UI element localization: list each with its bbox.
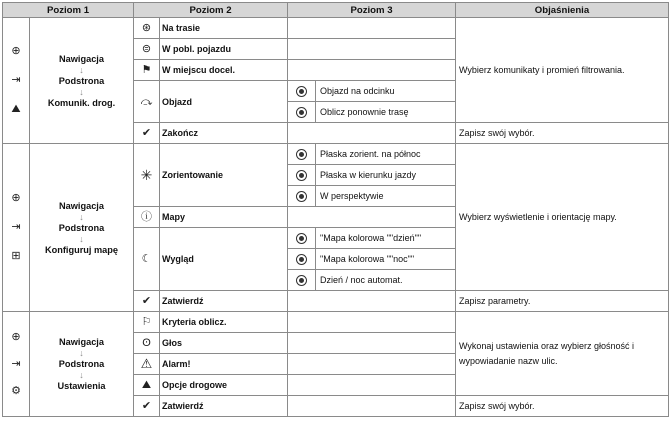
level2-label: Kryteria oblicz. — [160, 312, 288, 333]
flow-step: Nawigacja — [59, 200, 104, 211]
level1-flow — [30, 312, 134, 417]
checkmark-icon: ✔ — [141, 295, 152, 307]
checkmark-icon: ✔ — [141, 400, 152, 412]
settings-icon: ⚙ — [11, 384, 21, 397]
explanation: Wybierz komunikaty i promień filtrowania. — [456, 18, 669, 123]
level3-option[interactable]: "Mapa kolorowa ""dzień"" — [316, 228, 456, 249]
navigation-icon: ⊕ — [11, 192, 21, 204]
level3-option[interactable]: Dzień / noc automat. — [316, 270, 456, 291]
arrow-down-icon: ↓ — [79, 86, 84, 97]
voice-icon: ʘ — [142, 337, 151, 349]
flow-step: Podstrona — [58, 75, 105, 86]
empty-cell — [288, 60, 456, 81]
submenu-icon: ⇥ — [11, 221, 21, 233]
arrow-down-icon: ↓ — [79, 64, 84, 75]
flow-step: Nawigacja — [59, 337, 104, 347]
empty-cell — [288, 354, 456, 375]
level2-label: W pobl. pojazdu — [160, 39, 288, 60]
level1-icons — [3, 144, 30, 312]
level2-label: Zorientowanie — [160, 144, 288, 207]
day-night-icon: ☾ — [141, 253, 152, 265]
empty-cell — [288, 396, 456, 417]
radio-icon[interactable] — [296, 254, 307, 265]
level2-label: Objazd — [160, 81, 288, 123]
level2-label: Głos — [160, 333, 288, 354]
map-config-icon: ⊞ — [11, 250, 21, 262]
table-row — [3, 18, 669, 39]
level2-label: Opcje drogowe — [160, 375, 288, 396]
level2-label: Mapy — [160, 207, 288, 228]
flow-step: Podstrona — [58, 222, 105, 233]
level3-option[interactable]: Oblicz ponownie trasę — [316, 102, 456, 123]
detour-icon: ⤼ — [140, 95, 153, 108]
level2-label: Zakończ — [160, 123, 288, 144]
traffic-info-icon: ⛰ — [11, 103, 21, 115]
compass-icon: ✳ — [140, 167, 153, 183]
checkmark-icon: ✔ — [141, 127, 152, 139]
flow-step: Komunik. drog. — [47, 97, 116, 108]
level2-label: Zatwierdź — [160, 291, 288, 312]
empty-cell — [288, 207, 456, 228]
route-icon: ⊛ — [141, 22, 152, 34]
destination-flag-icon: ⚑ — [141, 64, 152, 76]
warning-icon: ⚠ — [140, 356, 153, 371]
submenu-icon: ⇥ — [11, 74, 21, 86]
road-options-icon: ⛰ — [141, 379, 152, 391]
radio-icon[interactable] — [296, 275, 307, 286]
radio-icon[interactable] — [296, 107, 307, 118]
explanation: Wybierz wyświetlenie i orientację mapy. — [456, 144, 669, 291]
empty-cell — [288, 375, 456, 396]
level2-label: Wygląd — [160, 228, 288, 291]
level1-flow — [30, 18, 134, 144]
navigation-icon: ⊕ — [11, 45, 21, 57]
submenu-icon: ⇥ — [11, 357, 21, 370]
navigation-icon: ⊕ — [11, 330, 21, 343]
table-row — [3, 144, 669, 165]
route-icon-cell — [134, 18, 160, 39]
header-level3: Poziom 3 — [288, 3, 456, 18]
level2-label: Zatwierdź — [160, 396, 288, 417]
radio-icon[interactable] — [296, 233, 307, 244]
empty-cell — [288, 18, 456, 39]
level1-icons — [3, 18, 30, 144]
flow-step: Konfiguruj mapę — [45, 244, 118, 255]
radio-icon[interactable] — [296, 191, 307, 202]
empty-cell — [288, 312, 456, 333]
level3-option[interactable]: W perspektywie — [316, 186, 456, 207]
empty-cell — [288, 39, 456, 60]
info-icon: ⓘ — [141, 211, 152, 223]
level2-label: Na trasie — [160, 18, 288, 39]
header-row — [3, 3, 669, 18]
header-level2: Poziom 2 — [134, 3, 288, 18]
radio-icon[interactable] — [296, 149, 307, 160]
route-criteria-icon: ⚐ — [141, 316, 152, 328]
flow-step: Nawigacja — [59, 53, 104, 64]
explanation: Zapisz swój wybór. — [456, 123, 669, 144]
empty-cell — [288, 123, 456, 144]
flow-step: Ustawienia — [57, 381, 106, 391]
menu-table — [2, 2, 669, 417]
arrow-down-icon: ↓ — [79, 233, 84, 244]
arrow-down-icon: ↓ — [79, 348, 84, 358]
level2-label: W miejscu docel. — [160, 60, 288, 81]
level3-option[interactable]: Objazd na odcinku — [316, 81, 456, 102]
radio-icon[interactable] — [296, 86, 307, 97]
vehicle-vicinity-icon: ⊜ — [141, 43, 152, 55]
table-row — [3, 312, 669, 333]
empty-cell — [288, 333, 456, 354]
flow-step: Podstrona — [58, 359, 105, 369]
level3-option[interactable]: Płaska w kierunku jazdy — [316, 165, 456, 186]
header-level1: Poziom 1 — [3, 3, 134, 18]
level3-option[interactable]: Płaska zorient. na północ — [316, 144, 456, 165]
level3-option[interactable]: "Mapa kolorowa ""noc"" — [316, 249, 456, 270]
arrow-down-icon: ↓ — [79, 211, 84, 222]
arrow-down-icon: ↓ — [79, 370, 84, 380]
header-explanations: Objaśnienia — [456, 3, 669, 18]
level1-icons — [3, 312, 30, 417]
explanation: Wykonaj ustawienia oraz wybierz głośność i wypowiadanie nazw ulic. — [456, 312, 669, 396]
empty-cell — [288, 291, 456, 312]
level2-label: Alarm! — [160, 354, 288, 375]
level1-flow — [30, 144, 134, 312]
explanation: Zapisz parametry. — [456, 291, 669, 312]
explanation: Zapisz swój wybór. — [456, 396, 669, 417]
radio-icon[interactable] — [296, 170, 307, 181]
